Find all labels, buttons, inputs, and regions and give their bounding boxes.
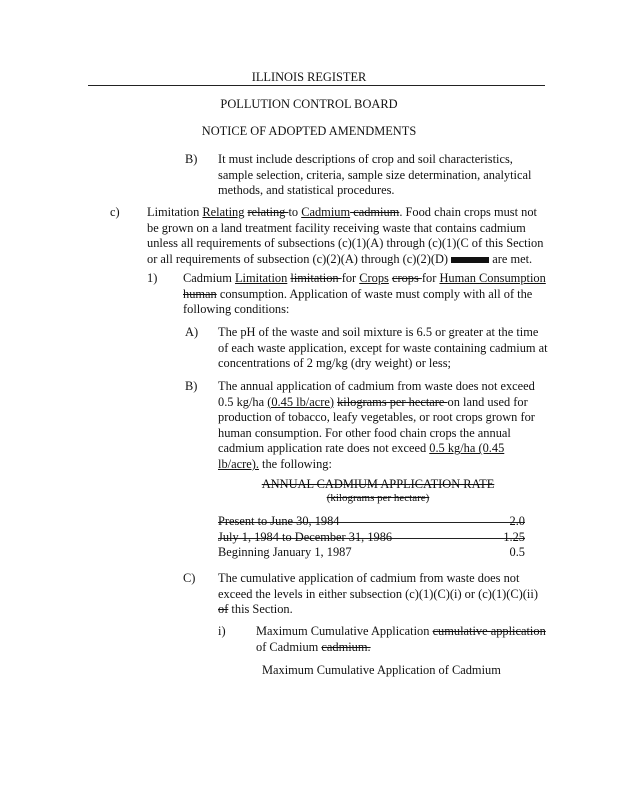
inserted-text: Crops (359, 271, 389, 285)
text-segment: Limitation (147, 205, 203, 219)
text-segment: The annual application of cadmium from waste does not exceed 0.5 kg/ha (218, 379, 535, 409)
inserted-text: Cadmium (301, 205, 351, 219)
board-title: POLLUTION CONTROL BOARD (220, 97, 398, 111)
notice-title: NOTICE OF ADOPTED AMENDMENTS (201, 124, 417, 138)
paragraph-c1ci (256, 624, 548, 655)
row-rate: 2.0 (509, 514, 525, 528)
row-rate: 1.25 (503, 529, 525, 544)
label-b-top: B) (185, 152, 198, 166)
paragraph-c1 (183, 271, 549, 318)
deleted-text: limitation (290, 271, 342, 285)
row-rate: 0.5 (509, 545, 525, 559)
text-segment: consumption. Application of waste must comply with all of the following conditions: (183, 286, 533, 317)
deleted-text: cadmium (350, 205, 400, 219)
text-segment: of Cadmium (256, 639, 322, 654)
label-c1b: B) (185, 379, 198, 393)
paragraph-b-top (218, 152, 548, 199)
deleted-text: crops (391, 271, 422, 285)
paragraph-c1a (218, 325, 548, 372)
text-segment: are met. (489, 251, 533, 266)
deleted-text: human (183, 286, 217, 301)
table-row (218, 545, 525, 561)
text-segment: on land used for production of tobacco, leafy vegetables, or root crops grown for human consumption. For other food chain crops the annual cadmium application rate does not exceed (218, 394, 535, 456)
label-c: c) (110, 205, 120, 219)
inserted-text: 0.5 kg/ha (0.45 lb/acre). (218, 441, 505, 471)
inserted-text: Relating (202, 205, 245, 219)
text-segment: The cumulative application of cadmium from waste does not exceed the levels in either subsection (c)(1)(C)(i) or (c)(1)(C)(ii) (218, 571, 538, 601)
deleted-text: of (218, 602, 229, 617)
table-title: ANNUAL CADMIUM APPLICATION RATE (261, 477, 495, 491)
paragraph-c1b (218, 379, 548, 473)
text-segment: for (421, 271, 440, 285)
table-subtitle: (kilograms per hectare) (326, 492, 430, 504)
row-period: July 1, 1984 to December 31, 1986 (218, 529, 393, 544)
row-period: Beginning January 1, 1987 (218, 545, 352, 559)
paragraph-c (147, 205, 549, 267)
deleted-text: relating (247, 205, 289, 219)
inserted-text: Human Consumption (439, 271, 546, 285)
text-segment: Cadmium (183, 271, 235, 285)
text-segment: the following: (258, 456, 332, 471)
header-rule (88, 85, 545, 86)
row-period: Present to June 30, 1984 (218, 514, 340, 528)
label-c1a: A) (185, 325, 199, 339)
deleted-text: cumulative application (432, 624, 546, 638)
register-title: ILLINOIS REGISTER (251, 70, 367, 84)
text-segment: for (341, 271, 360, 285)
redaction-mark (451, 257, 489, 263)
label-c1: 1) (147, 271, 158, 285)
cumulative-heading: Maximum Cumulative Application of Cadmium (262, 663, 501, 677)
table-row (218, 530, 525, 546)
text-segment: Maximum Cumulative Application (256, 624, 433, 638)
text-segment: The pH of the waste and soil mixture is 6.5 or greater at the time of each waste application, except for waste containing cadmium at concentrations of 2 mg/kg (dry weight) or less; (218, 325, 548, 371)
deleted-text: cadmium. (321, 639, 371, 654)
table-row (218, 514, 525, 530)
text-segment: this Section. (228, 602, 293, 617)
text-segment: . Food chain crops must not be grown on a land treatment facility receiving waste that contains cadmium unless all requirements of subsections (c)(1)(A) through (c)(1)(C of this Section or all requirements of subsection (c)(2)(A) through (c)(2)(D) (147, 205, 544, 266)
text-segment: It must include descriptions of crop and soil characteristics, sample selection, criteria, sample size determination, analytical methods, and statistical procedures. (218, 152, 532, 198)
label-c1c: C) (183, 571, 196, 585)
inserted-text: Limitation (234, 271, 288, 285)
inserted-text: (0.45 lb/acre) (267, 394, 334, 409)
text-segment: to (288, 205, 302, 219)
paragraph-c1c (218, 571, 550, 618)
deleted-text: kilograms per hectare (337, 394, 448, 409)
label-c1ci: i) (218, 624, 226, 638)
